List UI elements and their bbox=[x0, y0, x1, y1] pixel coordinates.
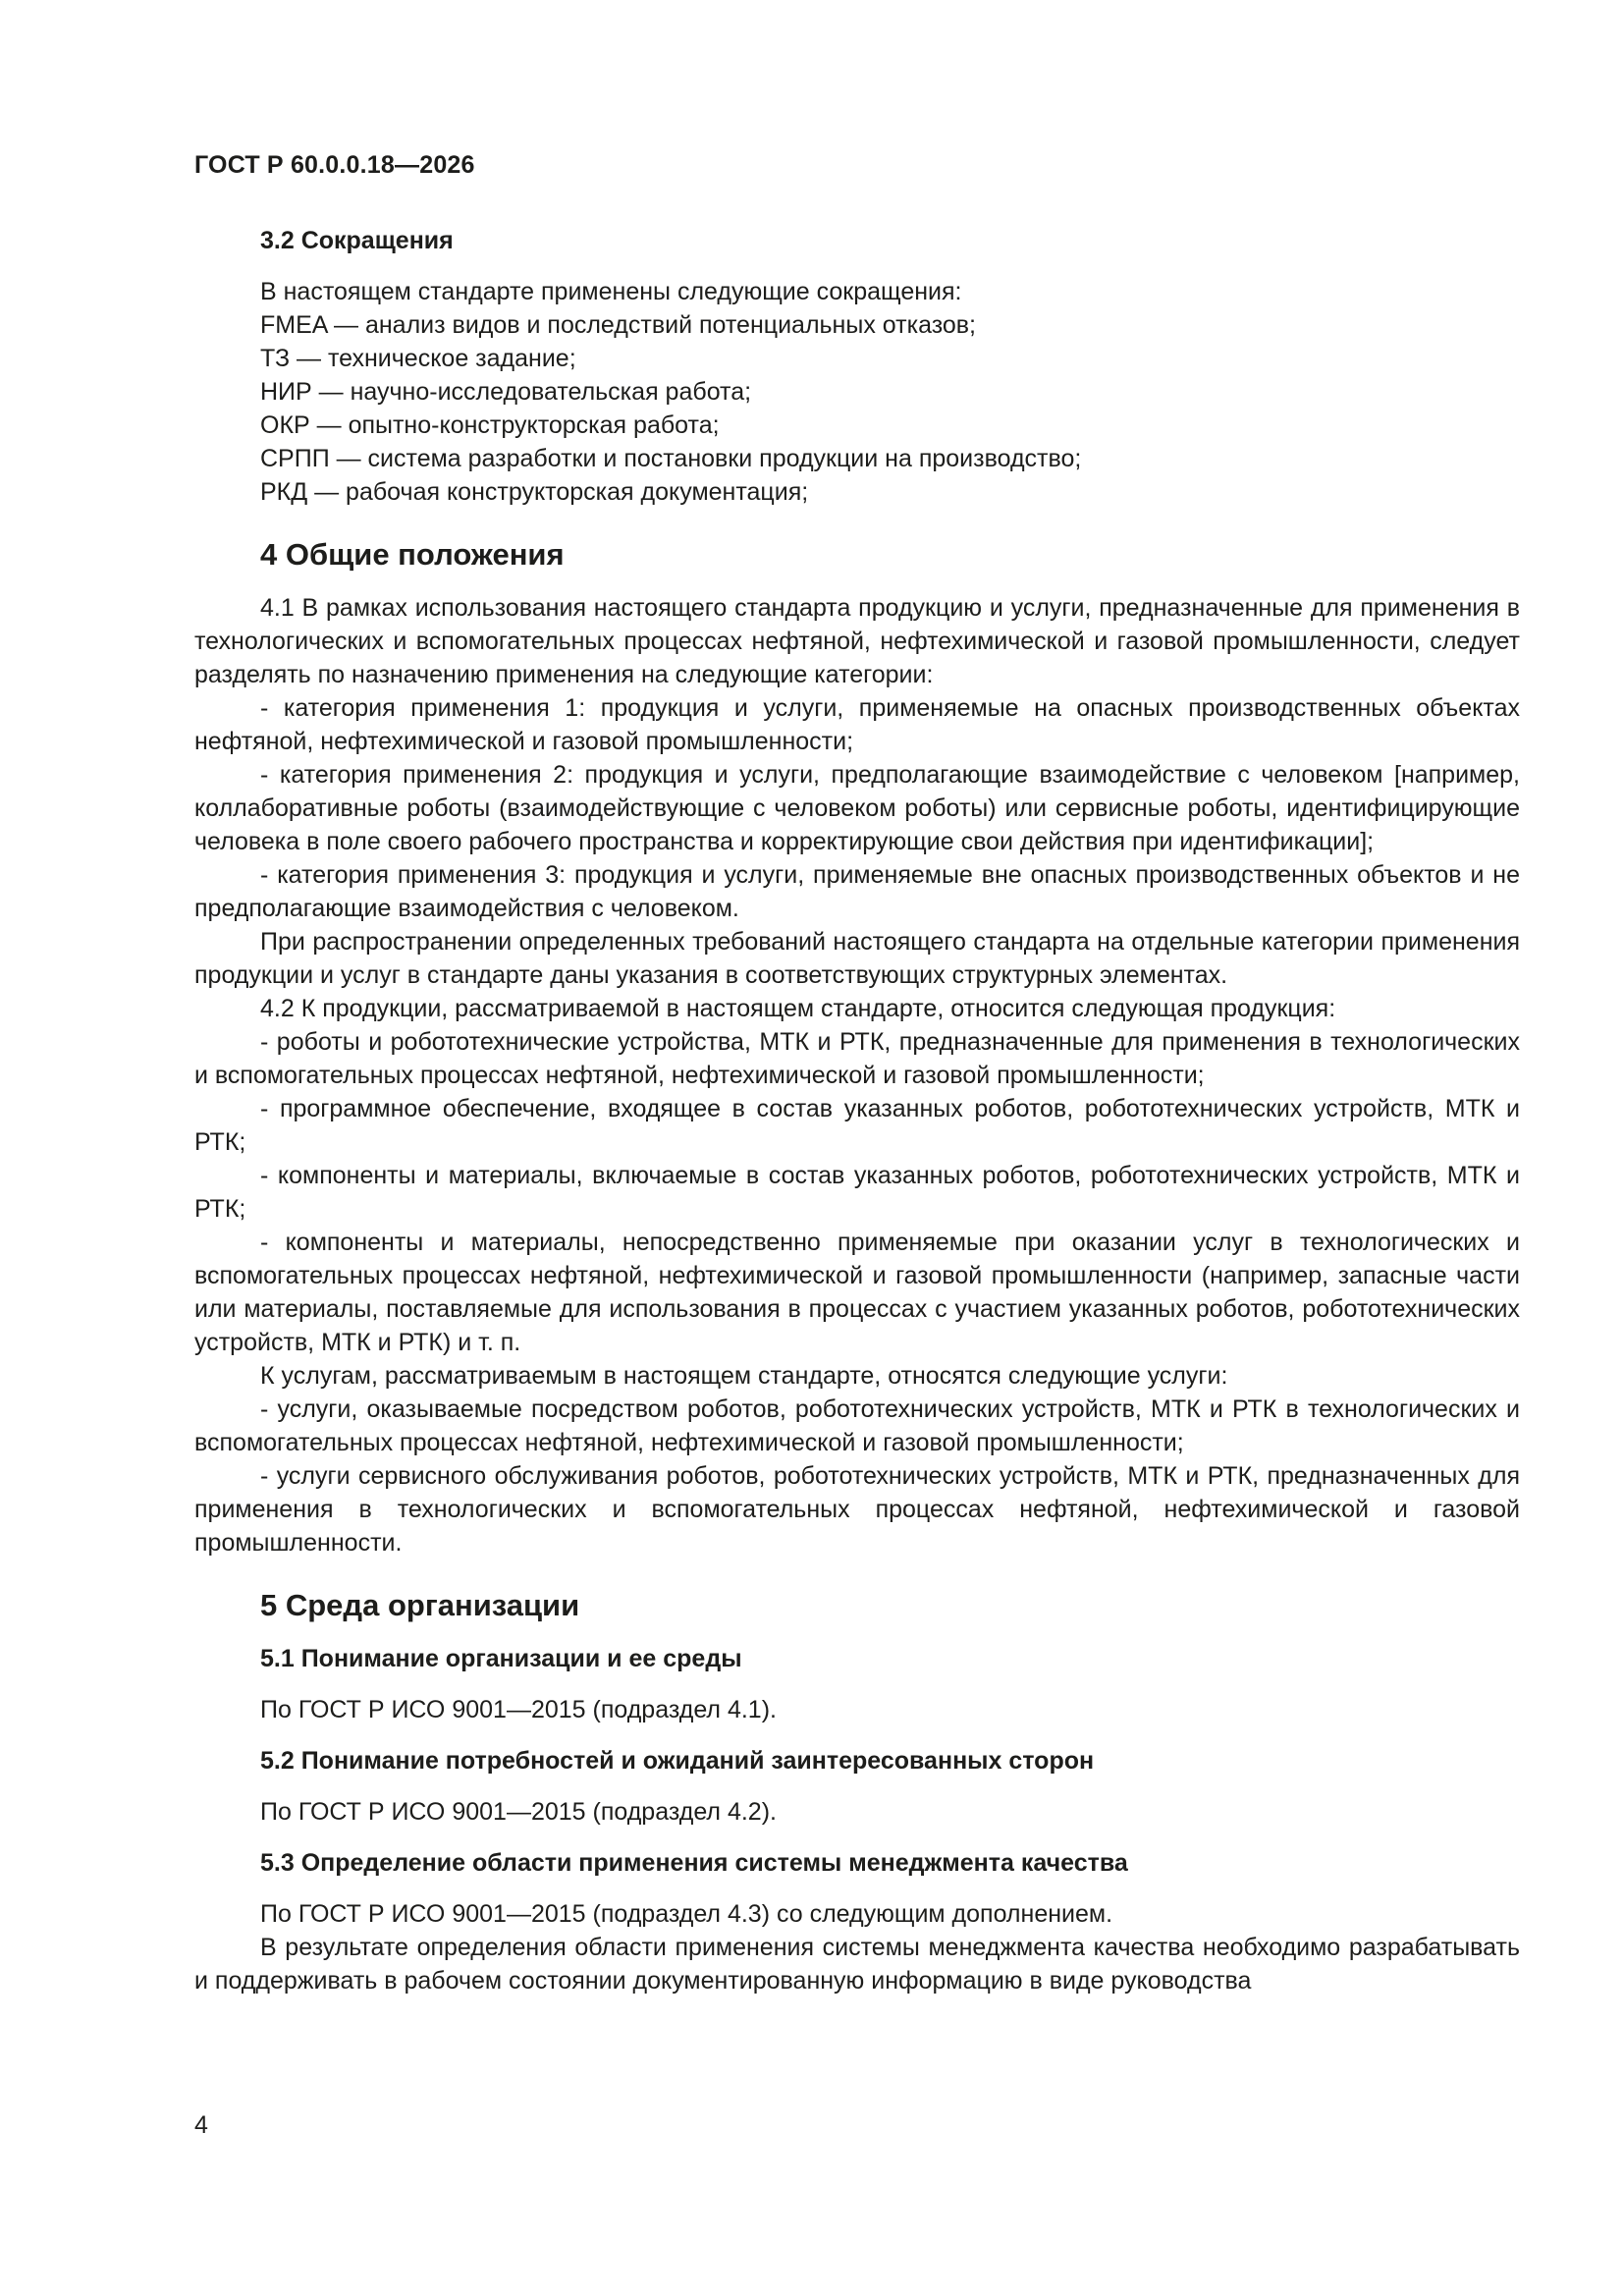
abbreviations-list bbox=[194, 275, 1520, 509]
document-code: ГОСТ Р 60.0.0.18—2026 bbox=[194, 151, 475, 179]
subsection-text-5-2: По ГОСТ Р ИСО 9001—2015 (подраздел 4.2). bbox=[260, 1798, 777, 1826]
abbreviation-line: ОКР — опытно-конструкторская работа; bbox=[260, 411, 720, 439]
abbreviation-line: НИР — научно-исследовательская работа; bbox=[260, 378, 752, 406]
subsection-text-5-1: По ГОСТ Р ИСО 9001—2015 (подраздел 4.1). bbox=[260, 1696, 777, 1723]
section-title-4: 4 Общие положения bbox=[260, 537, 565, 572]
list-item: - роботы и робототехнические устройства, МТК и РТК, предназначенные для применения в технологических и вспомогательных процессах нефтяной, нефтехимической и газовой промышленности; bbox=[194, 1028, 1520, 1089]
abbreviation-line: РКД — рабочая конструкторская документация; bbox=[260, 478, 809, 506]
paragraph: В результате определения области применения системы менеджмента качества необходимо разрабатывать и поддерживать в рабочем состоянии документированную информацию в виде руководства bbox=[194, 1934, 1520, 1995]
page-number: 4 bbox=[194, 2111, 208, 2139]
list-item: - категория применения 3: продукция и услуги, применяемые вне опасных производственных объектов и не предполагающие взаимодействия с человеком. bbox=[194, 861, 1520, 922]
subsection-title-5-1: 5.1 Понимание организации и ее среды bbox=[260, 1645, 742, 1672]
paragraph: К услугам, рассматриваемым в настоящем стандарте, относятся следующие услуги: bbox=[260, 1362, 1228, 1390]
abbreviation-line: ТЗ — техническое задание; bbox=[260, 345, 576, 372]
list-item: - категория применения 1: продукция и услуги, применяемые на опасных производственных объектах нефтяной, нефтехимической и газовой промышленности; bbox=[194, 694, 1520, 755]
paragraph: 4.2 К продукции, рассматриваемой в настоящем стандарте, относится следующая продукция: bbox=[260, 995, 1336, 1022]
section-4-body bbox=[194, 591, 1520, 1559]
page-content bbox=[194, 224, 1520, 1997]
list-item: - услуги, оказываемые посредством роботов, робототехнических устройств, МТК и РТК в технологических и вспомогательных процессах нефтяной, нефтехимической и газовой промышленности; bbox=[194, 1395, 1520, 1456]
abbreviation-line: В настоящем стандарте применены следующие сокращения: bbox=[260, 278, 962, 305]
abbreviation-line: СРПП — система разработки и постановки продукции на производство; bbox=[260, 445, 1082, 472]
list-item: - программное обеспечение, входящее в состав указанных роботов, робототехнических устройств, МТК и РТК; bbox=[194, 1095, 1520, 1156]
list-item: - категория применения 2: продукция и услуги, предполагающие взаимодействие с человеком [например, коллаборативные роботы (взаимодействующие с человеком роботы) или сервисные роботы, идентифицирующие человека в поле своего рабочего пространства и корректирующие свои действия при идентификации]; bbox=[194, 761, 1520, 855]
list-item: - компоненты и материалы, включаемые в состав указанных роботов, робототехнических устройств, МТК и РТК; bbox=[194, 1162, 1520, 1223]
section-title-5: 5 Среда организации bbox=[260, 1588, 580, 1622]
subsection-title-5-2: 5.2 Понимание потребностей и ожиданий заинтересованных сторон bbox=[260, 1747, 1095, 1775]
subsection-title-3-2: 3.2 Сокращения bbox=[260, 227, 454, 254]
paragraph: При распространении определенных требований настоящего стандарта на отдельные категории применения продукции и услуг в стандарте даны указания в соответствующих структурных элементах. bbox=[194, 928, 1520, 989]
list-item: - услуги сервисного обслуживания роботов, робототехнических устройств, МТК и РТК, предназначенных для применения в технологических и вспомогательных процессах нефтяной, нефтехимической и газовой промышленности. bbox=[194, 1462, 1520, 1557]
list-item: - компоненты и материалы, непосредственно применяемые при оказании услуг в технологических и вспомогательных процессах нефтяной, нефтехимической и газовой промышленности (например, запасные части или материалы, поставляемые для использования в процессах с участием указанных роботов, робототехнических устройств, МТК и РТК) и т. п. bbox=[194, 1229, 1520, 1356]
subsection-title-5-3: 5.3 Определение области применения системы менеджмента качества bbox=[260, 1849, 1128, 1877]
abbreviation-line: FMEA — анализ видов и последствий потенциальных отказов; bbox=[260, 311, 977, 339]
subsection-text-5-3: По ГОСТ Р ИСО 9001—2015 (подраздел 4.3) со следующим дополнением. bbox=[260, 1900, 1113, 1928]
paragraph: 4.1 В рамках использования настоящего стандарта продукцию и услуги, предназначенные для применения в технологических и вспомогательных процессах нефтяной, нефтехимической и газовой промышленности, следует разделять по назначению применения на следующие категории: bbox=[194, 594, 1520, 688]
